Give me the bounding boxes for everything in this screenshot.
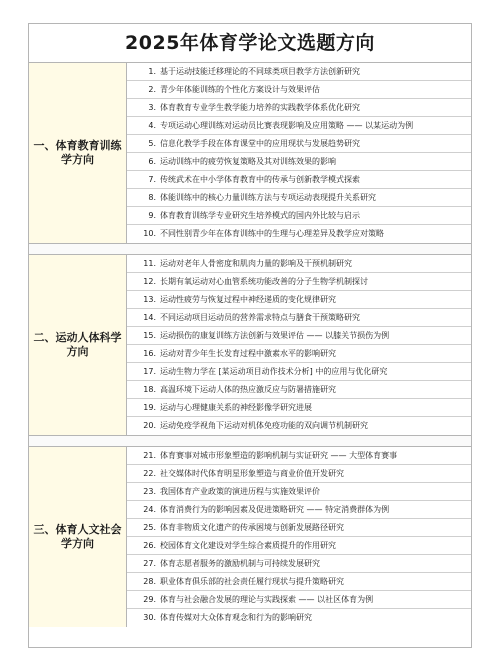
topic-row [127,153,471,171]
topic-text: 运动性疲劳与恢复过程中神经递质的变化规律研究 [160,295,336,304]
topic-text: 运动训练中的疲劳恢复策略及其对训练效果的影响 [160,157,336,166]
topic-row [127,417,471,435]
topic-list [127,447,471,627]
topic-text: 基于运动技能迁移理论的不同球类项目教学方法创新研究 [160,67,360,76]
topic-number: 16. [143,349,156,358]
topic-row [127,255,471,273]
section-label: 二、运动人体科学方向 [29,255,127,435]
topic-text: 运动对青少年生长发育过程中激素水平的影响研究 [160,349,336,358]
topic-number: 15. [143,331,156,340]
topic-text: 我国体育产业政策的演进历程与实施效果评价 [160,487,320,496]
topic-row [127,291,471,309]
topic-text: 运动与心理健康关系的神经影像学研究进展 [160,403,312,412]
topic-number: 21. [143,451,156,460]
topic-row [127,63,471,81]
topic-text: 运动免疫学视角下运动对机体免疫功能的双向调节机制研究 [160,421,368,430]
topic-text: 运动对老年人骨密度和肌肉力量的影响及干预机制研究 [160,259,352,268]
topic-section [29,447,471,627]
topic-row [127,99,471,117]
topics-table [28,23,472,648]
topic-text: 青少年体能训练的个性化方案设计与效果评估 [160,85,320,94]
topic-text: 体能训练中的核心力量训练方法与专项运动表现提升关系研究 [160,193,376,202]
topic-number: 10. [143,229,156,238]
topic-number: 5. [148,139,156,148]
topic-number: 7. [148,175,156,184]
topic-list [127,63,471,243]
section-label: 三、体育人文社会学方向 [29,447,127,627]
topic-number: 30. [143,613,156,622]
topic-text: 体育教育训练学专业研究生培养模式的国内外比较与启示 [160,211,360,220]
topic-number: 13. [143,295,156,304]
topic-number: 24. [143,505,156,514]
topic-number: 20. [143,421,156,430]
topic-text: 体育传媒对大众体育观念和行为的影响研究 [160,613,312,622]
topic-text: 社交媒体时代体育明星形象塑造与商业价值开发研究 [160,469,344,478]
topic-row [127,555,471,573]
topic-row [127,273,471,291]
topic-number: 2. [148,85,156,94]
topic-text: 长期有氧运动对心血管系统功能改善的分子生物学机制探讨 [160,277,368,286]
topic-row [127,465,471,483]
topic-text: 体育赛事对城市形象塑造的影响机制与实证研究 —— 大型体育赛事 [160,451,398,460]
page-title: 2025年体育学论文选题方向 [29,24,471,63]
topic-number: 18. [143,385,156,394]
topic-text: 职业体育俱乐部的社会责任履行现状与提升策略研究 [160,577,344,586]
topic-row [127,345,471,363]
topic-number: 9. [148,211,156,220]
topic-row [127,171,471,189]
topic-number: 1. [148,67,156,76]
topic-number: 11. [143,259,156,268]
topic-text: 体育志愿者服务的激励机制与可持续发展研究 [160,559,320,568]
topic-row [127,207,471,225]
topic-row [127,81,471,99]
topic-row [127,501,471,519]
topic-number: 4. [148,121,156,130]
topic-row [127,135,471,153]
topic-row [127,117,471,135]
topic-number: 8. [148,193,156,202]
section-divider [29,436,471,447]
topic-section [29,63,471,244]
topic-text: 体育消费行为的影响因素及促进策略研究 —— 特定消费群体为例 [160,505,390,514]
topic-row [127,483,471,501]
topic-number: 25. [143,523,156,532]
topic-row [127,399,471,417]
topic-text: 不同运动项目运动员的营养需求特点与膳食干预策略研究 [160,313,360,322]
section-divider [29,244,471,255]
topic-text: 体育非物质文化遗产的传承困境与创新发展路径研究 [160,523,344,532]
topic-number: 14. [143,313,156,322]
topic-text: 信息化教学手段在体育课堂中的应用现状与发展趋势研究 [160,139,360,148]
topic-row [127,225,471,243]
topic-row [127,327,471,345]
topic-row [127,309,471,327]
topic-section [29,255,471,436]
topic-row [127,447,471,465]
topic-number: 22. [143,469,156,478]
topic-number: 23. [143,487,156,496]
topic-number: 28. [143,577,156,586]
topic-text: 专项运动心理训练对运动员比赛表现影响及应用策略 —— 以某运动为例 [160,121,414,130]
topic-list [127,255,471,435]
topic-row [127,573,471,591]
topic-row [127,519,471,537]
topic-text: 不同性别青少年在体育训练中的生理与心理差异及教学应对策略 [160,229,384,238]
topic-number: 12. [143,277,156,286]
topic-text: 体育与社会融合发展的理论与实践探索 —— 以社区体育为例 [160,595,374,604]
topic-row [127,381,471,399]
topic-row [127,537,471,555]
topic-number: 17. [143,367,156,376]
topic-row [127,363,471,381]
topic-number: 27. [143,559,156,568]
topic-number: 26. [143,541,156,550]
topic-row [127,189,471,207]
topic-row [127,609,471,627]
topic-row [127,591,471,609]
topic-number: 29. [143,595,156,604]
topic-text: 校园体育文化建设对学生综合素质提升的作用研究 [160,541,336,550]
topic-text: 高温环境下运动人体的热应激反应与防暑措施研究 [160,385,336,394]
topic-text: 体育教育专业学生教学能力培养的实践教学体系优化研究 [160,103,360,112]
topic-text: 传统武术在中小学体育教育中的传承与创新教学模式探索 [160,175,360,184]
topic-text: 运动损伤的康复训练方法创新与效果评估 —— 以膝关节损伤为例 [160,331,390,340]
topic-number: 3. [148,103,156,112]
topic-number: 19. [143,403,156,412]
topic-text: 运动生物力学在 [某运动项目动作技术分析] 中的应用与优化研究 [160,367,388,376]
topic-number: 6. [148,157,156,166]
section-label: 一、体育教育训练学方向 [29,63,127,243]
